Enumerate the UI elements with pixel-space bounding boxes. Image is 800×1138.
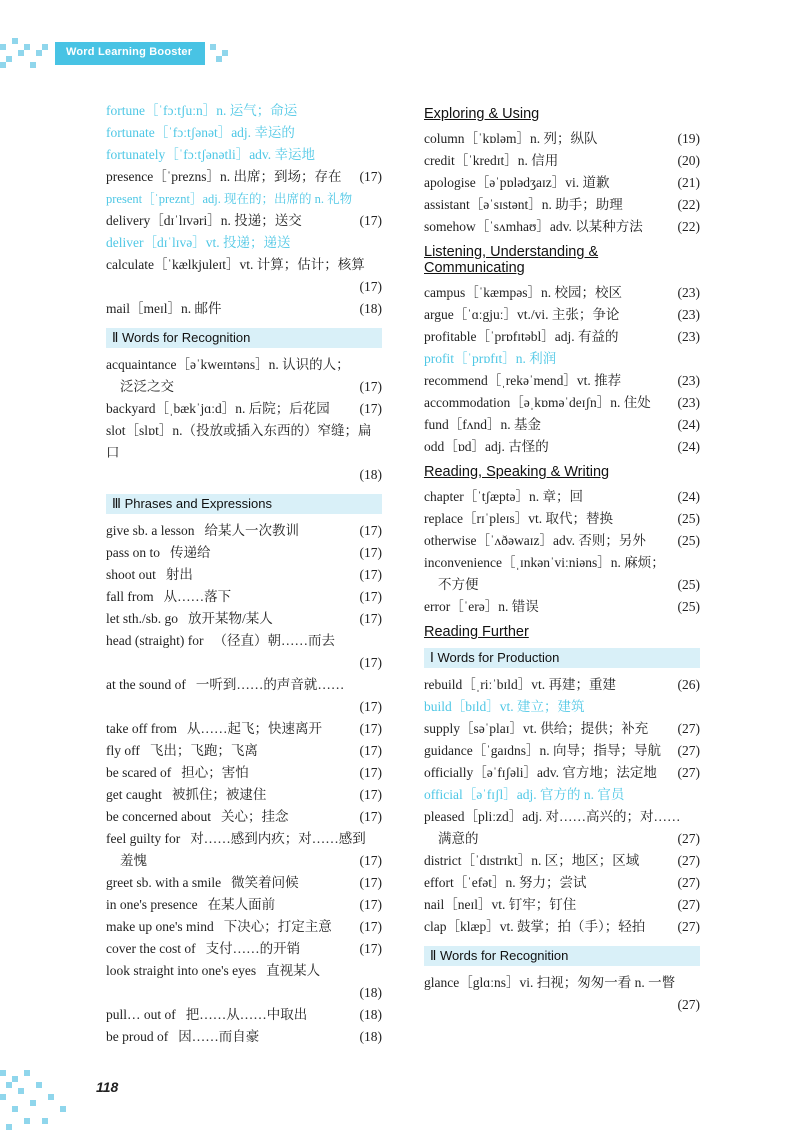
phrase-entry: at the sound of 一听到……的声音就…… (17)	[106, 677, 382, 714]
left-entries-1	[106, 100, 382, 320]
vocab-entry: replace［rɪˈpleɪs］vt. 取代；替换 (25)	[424, 511, 700, 526]
phrase-entry: look straight into one's eyes 直视某人 (18)	[106, 963, 382, 1000]
right-entries-4	[424, 674, 700, 938]
phrase-entry: pull… out of 把……从……中取出 (18)	[106, 1007, 382, 1022]
section-box-recognition: Ⅱ Words for Recognition	[106, 328, 382, 348]
right-entries-3	[424, 486, 700, 618]
phrase-entry: make up one's mind 下决心；打定主意 (17)	[106, 919, 382, 934]
section-box-phrases: Ⅲ Phrases and Expressions	[106, 494, 382, 514]
vocab-entry: guidance［ˈgaɪdns］n. 向导；指导；导航 (27)	[424, 743, 700, 758]
vocab-entry: fortune［ˈfɔːtʃuːn］n. 运气；命运	[106, 103, 298, 118]
phrase-entry: take off from 从……起飞；快速离开 (17)	[106, 721, 382, 736]
phrase-entry: shoot out 射出 (17)	[106, 567, 382, 582]
vocab-entry: profitable［ˈprɒfɪtəbl］adj. 有益的 (23)	[424, 329, 700, 344]
vocab-entry: somehow［ˈsʌmhaʊ］adv. 以某种方法 (22)	[424, 219, 700, 234]
phrase-entry: be scared of 担心；害怕 (17)	[106, 765, 382, 780]
vocab-entry: clap［klæp］vt. 鼓掌；拍（手）；轻拍 (27)	[424, 919, 700, 934]
vocab-entry: fortunate［ˈfɔːtʃənət］adj. 幸运的	[106, 125, 295, 140]
phrase-list	[106, 520, 382, 1048]
vocab-entry: profit［ˈprɒfɪt］n. 利润	[424, 351, 557, 366]
vocab-entry: calculate［ˈkælkjuleɪt］vt. 计算；估计；核算 (17)	[106, 257, 382, 294]
vocab-entry: inconvenience［ˌɪnkənˈviːniəns］n. 麻烦； 不方便 (25)	[424, 555, 700, 592]
vocab-entry: apologise［əˈpɒlədʒaɪz］vi. 道歉 (21)	[424, 175, 700, 190]
phrase-entry: be concerned about 关心；挂念 (17)	[106, 809, 382, 824]
vocab-entry: argue［ˈɑːgjuː］vt./vi. 主张；争论 (23)	[424, 307, 700, 322]
vocab-entry: chapter［ˈtʃæptə］n. 章；回 (24)	[424, 489, 700, 504]
vocab-entry: officially［əˈfɪʃəli］adv. 官方地；法定地 (27)	[424, 765, 700, 780]
phrase-entry: in one's presence 在某人面前 (17)	[106, 897, 382, 912]
phrase-entry: head (straight) for （径直）朝……而去 (17)	[106, 633, 382, 670]
vocab-entry: recommend［ˌrekəˈmend］vt. 推荐 (23)	[424, 373, 700, 388]
vocab-entry: error［ˈerə］n. 错误 (25)	[424, 599, 700, 614]
section-title-exploring: Exploring & Using	[424, 106, 540, 122]
left-column	[106, 100, 382, 1048]
right-entries-2	[424, 282, 700, 458]
phrase-entry: give sb. a lesson 给某人一次教训 (17)	[106, 523, 382, 538]
page-number: 118	[96, 1079, 119, 1095]
vocab-entry: column［ˈkɒləm］n. 列；纵队 (19)	[424, 131, 700, 146]
vocab-entry: slot［slɒt］n.（投放或插入东西的）窄缝；扁口 (18)	[106, 423, 382, 482]
vocab-entry: acquaintance［əˈkweɪntəns］n. 认识的人； 泛泛之交 (17)	[106, 357, 382, 394]
vocab-entry: backyard［ˌbækˈjɑːd］n. 后院；后花园 (17)	[106, 401, 382, 416]
vocab-entry: credit［ˈkredɪt］n. 信用 (20)	[424, 153, 700, 168]
phrase-entry: get caught 被抓住；被逮住 (17)	[106, 787, 382, 802]
vocab-entry: supply［səˈplaɪ］vt. 供给；提供；补充 (27)	[424, 721, 700, 736]
vocab-entry: odd［ɒd］adj. 古怪的 (24)	[424, 439, 700, 454]
vocab-entry: fortunately［ˈfɔːtʃənətli］adv. 幸运地	[106, 147, 316, 162]
phrase-entry: feel guilty for 对……感到内疚；对……感到 羞愧 (17)	[106, 831, 382, 868]
vocab-entry: presence［ˈprezns］n. 出席；到场；存在 (17)	[106, 169, 382, 184]
phrase-entry: pass on to 传递给 (17)	[106, 545, 382, 560]
vocab-entry: mail［meɪl］n. 邮件 (18)	[106, 301, 382, 316]
vocab-entry: glance［glɑːns］vi. 扫视；匆匆一看 n. 一瞥 (27)	[424, 975, 700, 1012]
phrase-entry: be proud of 因……而自豪 (18)	[106, 1029, 382, 1044]
right-column	[424, 100, 700, 1016]
vocab-entry: otherwise［ˈʌðəwaɪz］adv. 否则；另外 (25)	[424, 533, 700, 548]
section-box-production: Ⅰ Words for Production	[424, 648, 700, 668]
vocab-entry: delivery［dɪˈlɪvəri］n. 投递；送交 (17)	[106, 213, 382, 228]
section-title-listening: Listening, Understanding & Communicating	[424, 244, 599, 276]
right-entries-1	[424, 128, 700, 238]
vocab-entry: accommodation［əˌkɒməˈdeɪʃn］n. 住处 (23)	[424, 395, 700, 410]
phrase-entry: greet sb. with a smile 微笑着问候 (17)	[106, 875, 382, 890]
vocab-entry: pleased［pliːzd］adj. 对……高兴的；对…… 满意的 (27)	[424, 809, 700, 846]
phrase-entry: let sth./sb. go 放开某物/某人 (17)	[106, 611, 382, 626]
vocab-entry: official［əˈfɪʃl］adj. 官方的 n. 官员	[424, 787, 625, 802]
section-title-reading-further: Reading Further	[424, 624, 529, 640]
vocab-entry: fund［fʌnd］n. 基金 (24)	[424, 417, 700, 432]
vocab-entry: effort［ˈefət］n. 努力；尝试 (27)	[424, 875, 700, 890]
vocab-entry: nail［neɪl］vt. 钉牢；钉住 (27)	[424, 897, 700, 912]
vocab-entry: assistant［əˈsɪstənt］n. 助手；助理 (22)	[424, 197, 700, 212]
section-box-recognition-2: Ⅱ Words for Recognition	[424, 946, 700, 966]
vocab-entry: present［ˈpreznt］adj. 现在的；出席的 n. 礼物	[106, 192, 353, 206]
vocab-entry: district［ˈdɪstrɪkt］n. 区；地区；区域 (27)	[424, 853, 700, 868]
phrase-entry: cover the cost of 支付……的开销 (17)	[106, 941, 382, 956]
right-entries-5	[424, 972, 700, 1016]
phrase-entry: fall from 从……落下 (17)	[106, 589, 382, 604]
phrase-entry: fly off 飞出；飞跑；飞离 (17)	[106, 743, 382, 758]
vocab-entry: deliver［dɪˈlɪvə］vt. 投递；递送	[106, 235, 291, 250]
vocab-entry: build［bɪld］vt. 建立；建筑	[424, 699, 585, 714]
header-title: Word Learning Booster	[66, 46, 193, 58]
section-title-reading: Reading, Speaking & Writing	[424, 464, 610, 480]
vocab-entry: campus［ˈkæmpəs］n. 校园；校区 (23)	[424, 285, 700, 300]
left-entries-2	[106, 354, 382, 486]
vocab-entry: rebuild［ˌriːˈbɪld］vt. 再建；重建 (26)	[424, 677, 700, 692]
